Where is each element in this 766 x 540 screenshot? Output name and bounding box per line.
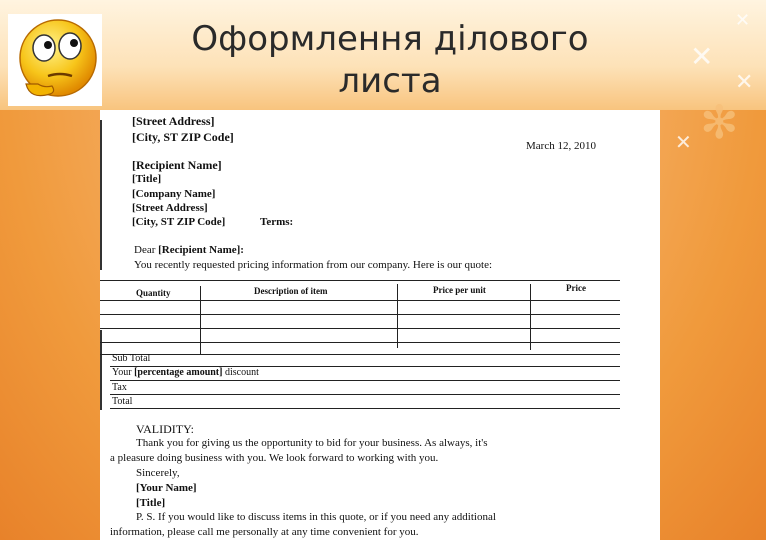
recipient-name: [Recipient Name] — [132, 158, 222, 172]
table-column-rule — [397, 284, 398, 348]
table-column-rule — [530, 284, 531, 350]
total-label: Total — [112, 396, 133, 407]
intro-text: You recently requested pricing information from our company. Here is our quote: — [134, 259, 493, 271]
table-column-rule — [200, 286, 201, 354]
signature-name: [Your Name] — [136, 482, 197, 494]
flower-decoration-icon: ✕ — [735, 10, 751, 31]
ps-line-1: P. S. If you would like to discuss items in this quote, or if you need any additional — [136, 511, 496, 523]
recipient-title: [Title] — [132, 173, 162, 185]
salutation-name: [Recipient Name]: — [158, 244, 244, 256]
table-rule — [100, 328, 620, 329]
business-letter-document — [100, 110, 660, 540]
recipient-city: [City, ST ZIP Code] — [132, 216, 226, 228]
discount-label — [112, 367, 259, 378]
sender-city: [City, ST ZIP Code] — [132, 130, 234, 144]
salutation-prefix: Dear — [134, 244, 159, 256]
table-header-description: Description of item — [254, 286, 328, 296]
slide-title-line1: Оформлення ділового — [191, 19, 589, 59]
flower-decoration-icon: ✕ — [735, 70, 754, 95]
validity-heading: VALIDITY: — [136, 422, 195, 436]
table-rule — [100, 300, 620, 301]
table-rule — [100, 342, 620, 343]
salutation — [134, 244, 244, 256]
body-line-2: a pleasure doing business with you. We look forward to working with you. — [110, 452, 439, 464]
closing: Sincerely, — [136, 467, 180, 479]
table-rule — [100, 354, 620, 355]
table-rule — [100, 314, 620, 315]
signature-title: [Title] — [136, 497, 166, 509]
thinking-smiley-icon — [8, 14, 102, 106]
subtotal-label: Sub Total — [112, 353, 151, 364]
slide-title — [150, 18, 630, 102]
flower-decoration-icon: ✻ — [700, 95, 739, 149]
summary-rule — [110, 380, 620, 381]
summary-rule — [110, 394, 620, 395]
flower-decoration-icon: ✕ — [690, 40, 714, 73]
left-margin-rule — [100, 120, 102, 270]
recipient-company: [Company Name] — [132, 188, 216, 200]
letter-date: March 12, 2010 — [526, 140, 596, 152]
discount-suffix: discount — [222, 367, 259, 378]
terms-label: Terms: — [260, 216, 294, 228]
recipient-street: [Street Address] — [132, 202, 208, 214]
discount-field: [percentage amount] — [134, 367, 223, 378]
sender-street: [Street Address] — [132, 114, 215, 128]
flower-decoration-icon: ✕ — [675, 130, 692, 154]
table-rule — [100, 280, 620, 281]
ps-line-2: information, please call me personally at any time convenient for you. — [110, 526, 419, 538]
body-line-1: Thank you for giving us the opportunity to bid for your business. As always, it's — [136, 437, 488, 449]
slide-title-line2: листа — [338, 61, 442, 101]
tax-label: Tax — [112, 382, 127, 393]
summary-rule — [110, 408, 620, 409]
table-header-quantity: Quantity — [136, 288, 171, 298]
table-header-price-per-unit: Price per unit — [433, 285, 486, 295]
discount-prefix: Your — [112, 367, 135, 378]
table-header-price: Price — [566, 283, 586, 293]
